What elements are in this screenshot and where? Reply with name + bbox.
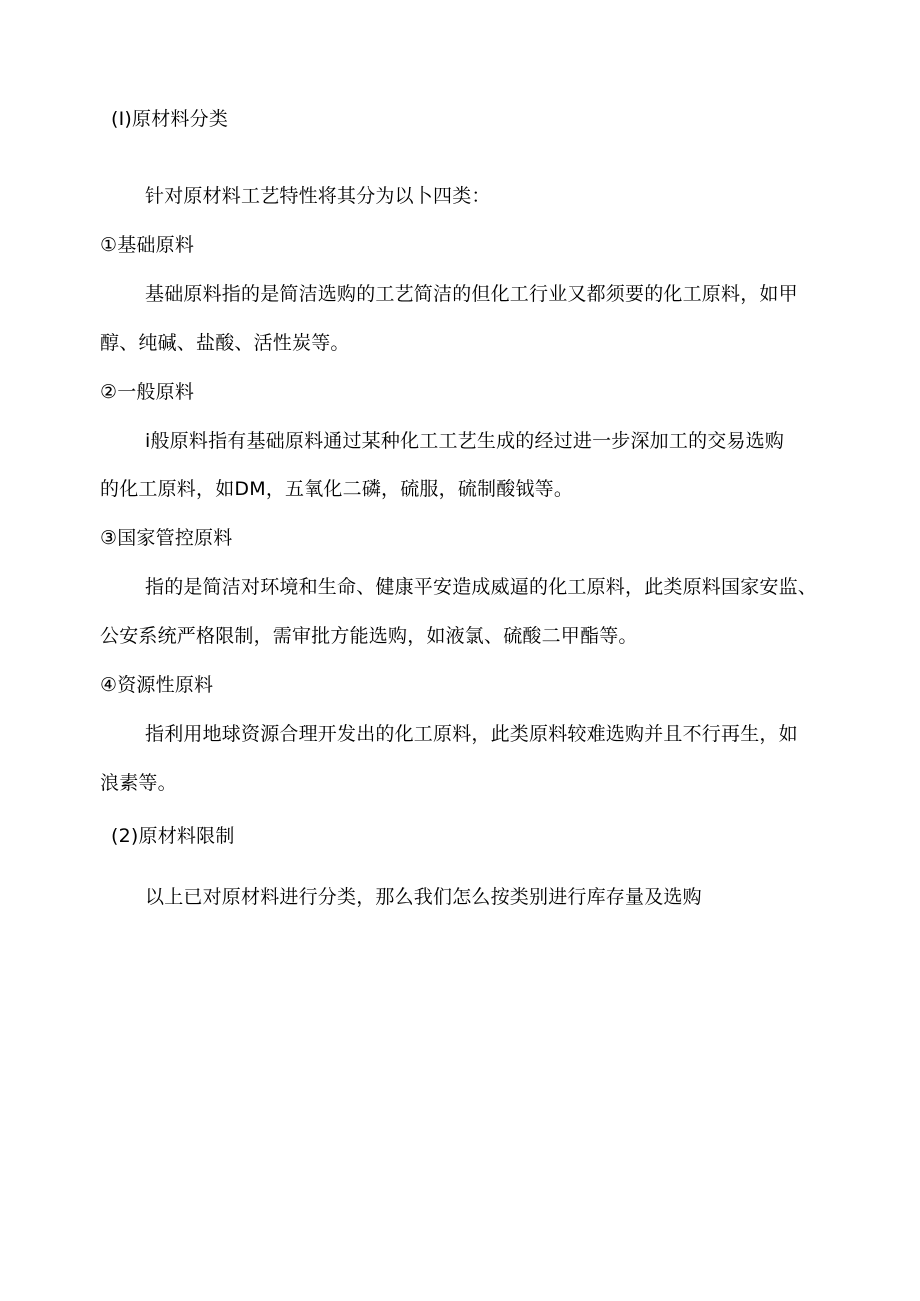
category-3-body-line-1: 指的是简洁对环境和生命、健康平安造成威逼的化工原料，此类原料国家安监、 — [145, 576, 818, 598]
category-1-body-line-1: 基础原料指的是简洁选购的工艺简洁的但化工行业又都须要的化工原料，如甲 — [145, 283, 798, 305]
category-3-body-line-2: 公安系统严格限制，需审批方能选购，如液氯、硫酸二甲酯等。 — [100, 625, 638, 647]
category-4-title: ④资源性原料 — [100, 674, 214, 696]
category-2-title: ②一般原料 — [100, 381, 195, 403]
category-2-body-line-1: i般原料指有基础原料通过某种化工工艺生成的经过进一步深加工的交易选购 — [145, 430, 785, 452]
intro-paragraph: 针对原材料工艺特性将其分为以卜四类： — [145, 185, 491, 207]
section1-heading: (I)原材料分类 — [111, 108, 229, 130]
section2-heading: (2)原材料限制 — [111, 825, 235, 847]
section2-body: 以上已对原材料进行分类，那么我们怎么按类别进行库存量及选购 — [145, 886, 702, 908]
category-3-title: ③国家管控原料 — [100, 527, 233, 549]
category-4-body-line-2: 浪素等。 — [100, 772, 177, 794]
category-1-body-line-2: 醇、纯碱、盐酸、活性炭等。 — [100, 332, 350, 354]
category-4-body-line-1: 指利用地球资源合理开发出的化工原料，此类原料较难选购并且不行再生，如 — [145, 723, 798, 745]
category-1-title: ①基础原料 — [100, 234, 195, 256]
category-2-body-line-2: 的化工原料，如DM，五氧化二磷，硫服，硫制酸钺等。 — [100, 478, 574, 500]
